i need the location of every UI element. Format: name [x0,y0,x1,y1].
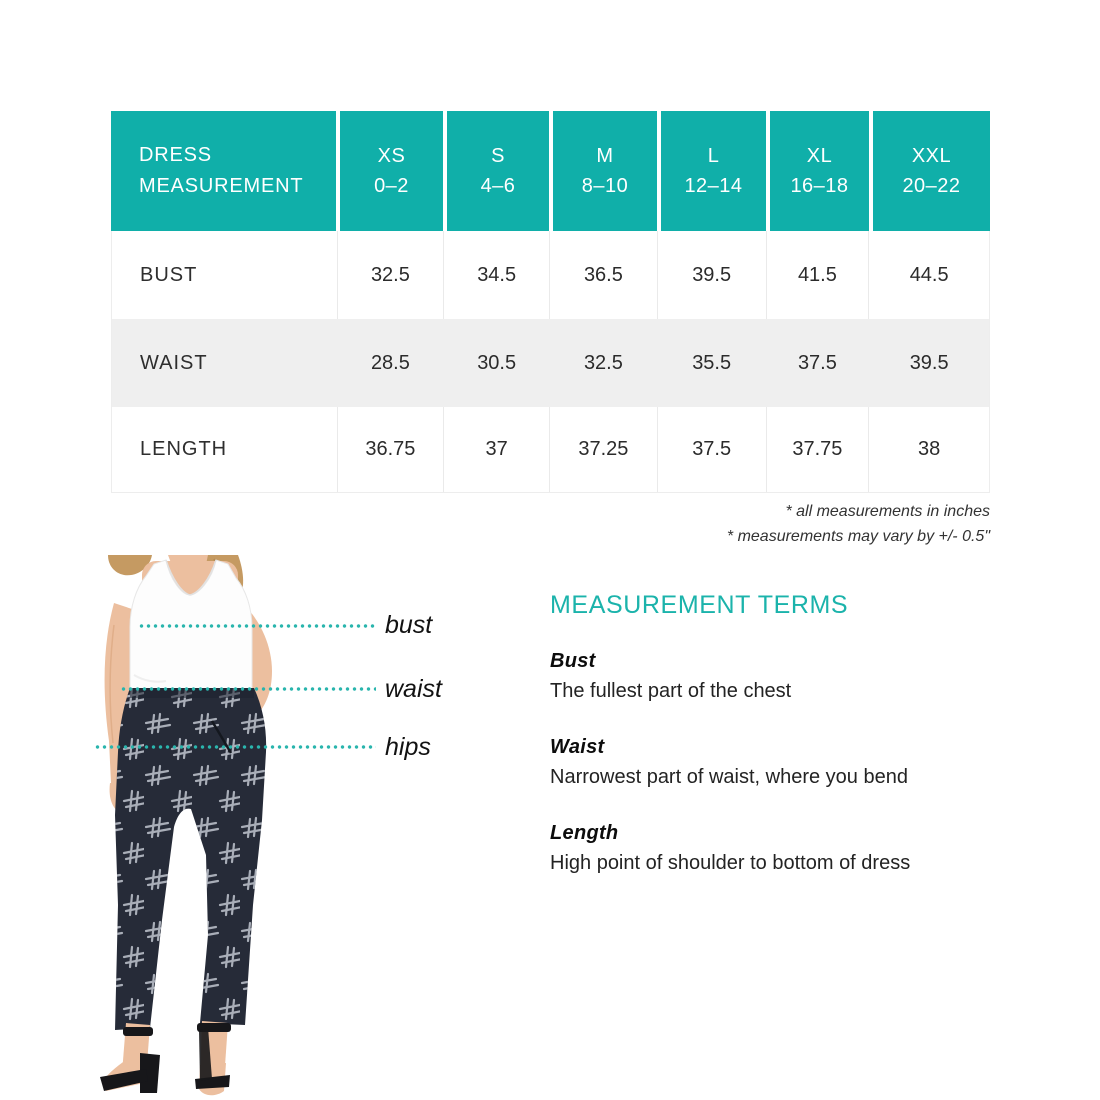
footnote-inches: * all measurements in inches [785,503,990,520]
table-cell: 35.5 [657,319,766,407]
measurement-terms-section [550,591,1020,878]
table-row-length [112,407,989,492]
size-label: L [707,145,720,167]
term-name: Bust [550,650,596,672]
column-header-xxl [869,111,990,231]
corner-line1: DRESS [139,144,212,166]
hips-dotted-line [94,745,376,749]
column-header-xs [336,111,443,231]
size-label: S [491,145,505,167]
table-body [111,231,990,493]
column-header-l [657,111,766,231]
table-cell: 36.75 [337,407,444,492]
size-label: XXL [911,145,952,167]
term-bust [550,650,1020,706]
table-cell: 39.5 [657,231,766,319]
table-cell: 37.75 [766,407,869,492]
footnotes [400,499,990,549]
hips-line-label: hips [385,733,431,761]
terms-heading: MEASUREMENT TERMS [550,591,849,619]
table-header-row [111,111,990,231]
model-photo [96,555,346,1100]
size-range: 12–14 [684,175,743,197]
table-cell: 28.5 [337,319,444,407]
row-label: WAIST [140,351,208,374]
column-header-s [443,111,549,231]
term-name: Length [550,822,619,844]
row-label: LENGTH [140,438,228,460]
size-chart-table [111,111,990,493]
size-label: XL [806,145,833,167]
bust-dotted-line [138,624,376,628]
table-cell: 34.5 [443,231,549,319]
term-definition: High point of shoulder to bottom of dress [550,852,911,874]
term-waist [550,736,1020,792]
term-definition: The fullest part of the chest [550,680,792,702]
table-row-waist [112,319,989,407]
term-name: Waist [550,736,605,758]
table-row-bust [112,231,989,319]
table-cell: 37.5 [657,407,766,492]
table-cell: 38 [868,407,989,492]
table-cell: 41.5 [766,231,869,319]
table-cell: 30.5 [443,319,549,407]
corner-line2: MEASUREMENT [139,175,304,197]
table-cell: 32.5 [549,319,657,407]
table-cell: 37.5 [766,319,869,407]
waist-dotted-line [120,687,376,691]
table-corner-header [111,111,336,231]
term-length [550,822,1020,878]
row-label: BUST [140,263,198,286]
table-cell: 32.5 [337,231,444,319]
table-cell: 36.5 [549,231,657,319]
table-cell: 37.25 [549,407,657,492]
size-range: 8–10 [581,175,629,197]
size-range: 4–6 [480,175,516,197]
column-header-xl [766,111,869,231]
size-range: 0–2 [374,175,409,197]
table-cell: 37 [443,407,549,492]
bust-line-label: bust [385,611,433,639]
size-label: M [596,145,614,167]
size-label: XS [377,145,406,167]
size-range: 16–18 [790,175,849,197]
term-definition: Narrowest part of waist, where you bend [550,766,908,788]
waist-line-label: waist [385,675,442,703]
footnote-variance: * measurements may vary by +/- 0.5" [726,528,990,545]
size-range: 20–22 [902,175,961,197]
table-cell: 44.5 [868,231,989,319]
table-cell: 39.5 [868,319,989,407]
column-header-m [549,111,657,231]
